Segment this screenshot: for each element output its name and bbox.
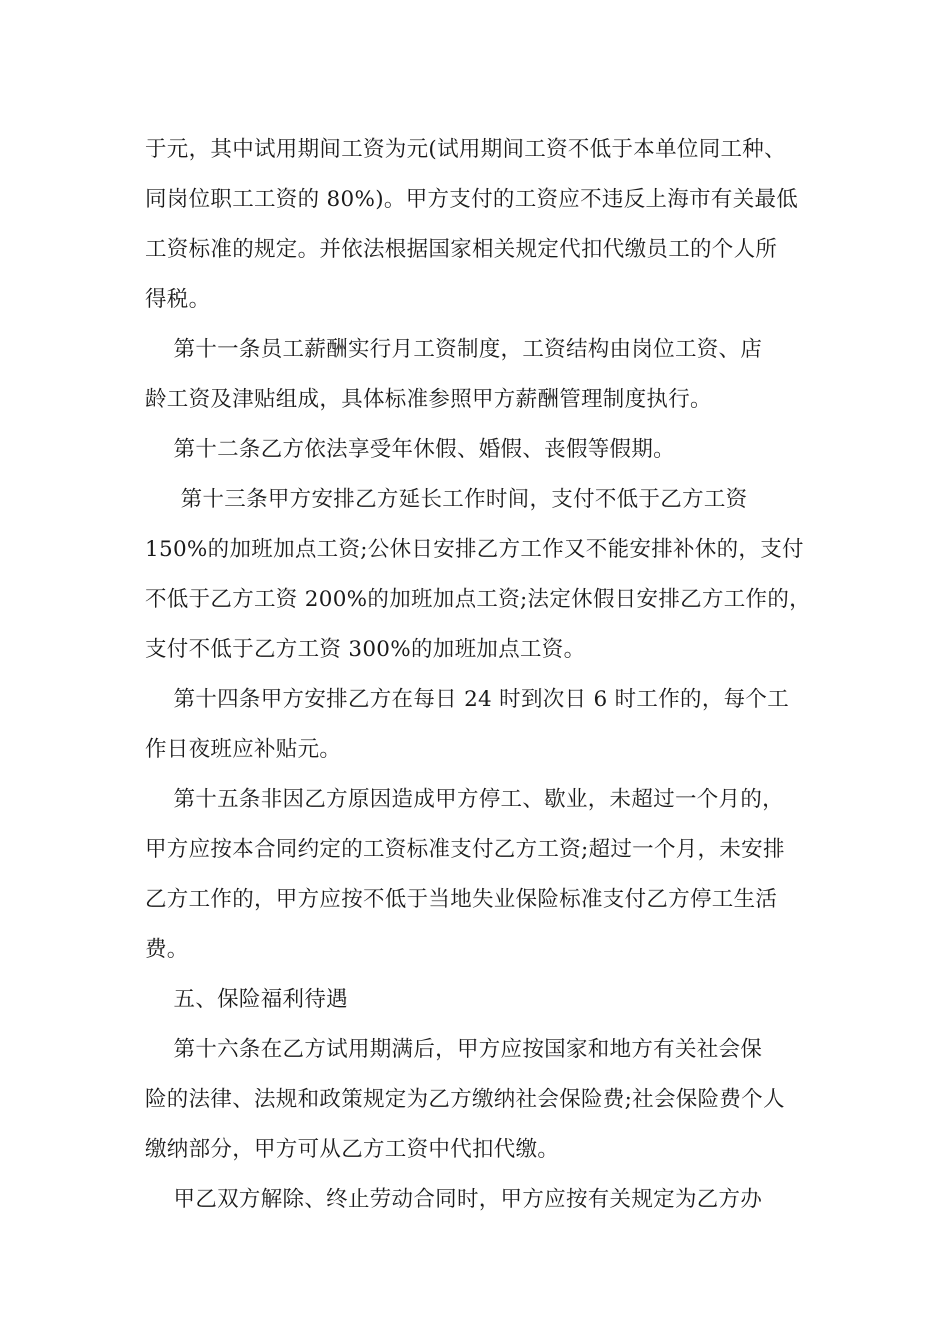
- text-line: 第十五条非因乙方原因造成甲方停工、歇业，未超过一个月的，: [145, 787, 784, 812]
- text-line: 于元，其中试用期间工资为元(试用期间工资不低于本单位同工种、: [145, 137, 786, 162]
- text-line: 龄工资及津贴组成，具体标准参照甲方薪酬管理制度执行。: [145, 387, 712, 412]
- text-line: 第十六条在乙方试用期满后，甲方应按国家和地方有关社会保: [145, 1037, 763, 1062]
- text-line: 得税。: [145, 287, 211, 312]
- section-heading: 五、保险福利待遇: [145, 987, 348, 1012]
- text-line: 甲乙双方解除、终止劳动合同时，甲方应按有关规定为乙方办: [145, 1187, 763, 1212]
- text-line: 险的法律、法规和政策规定为乙方缴纳社会保险费;社会保险费个人: [145, 1087, 785, 1112]
- text-line: 费。: [145, 937, 189, 962]
- text-line: 工资标准的规定。并依法根据国家相关规定代扣代缴员工的个人所: [145, 237, 778, 262]
- text-line: 作日夜班应补贴元。: [145, 737, 342, 762]
- text-line: 第十二条乙方依法享受年休假、婚假、丧假等假期。: [145, 437, 675, 462]
- text-line: 150%的加班加点工资;公休日安排乙方工作又不能安排补休的，支付: [145, 537, 804, 562]
- text-line: 同岗位职工工资的 80%)。甲方支付的工资应不违反上海市有关最低: [145, 187, 799, 212]
- text-line: 第十四条甲方安排乙方在每日 24 时到次日 6 时工作的，每个工: [145, 687, 790, 712]
- text-line: 乙方工作的，甲方应按不低于当地失业保险标准支付乙方停工生活: [145, 887, 778, 912]
- text-line: 支付不低于乙方工资 300%的加班加点工资。: [145, 637, 586, 662]
- text-line: 甲方应按本合同约定的工资标准支付乙方工资;超过一个月，未安排: [145, 837, 785, 862]
- document-body: [145, 125, 825, 1225]
- text-line: 第十三条甲方安排乙方延长工作时间，支付不低于乙方工资: [145, 487, 748, 512]
- text-line: 缴纳部分，甲方可从乙方工资中代扣代缴。: [145, 1137, 560, 1162]
- text-line: 不低于乙方工资 200%的加班加点工资;法定休假日安排乙方工作的，: [145, 587, 811, 612]
- text-line: 第十一条员工薪酬实行月工资制度，工资结构由岗位工资、店: [145, 337, 763, 362]
